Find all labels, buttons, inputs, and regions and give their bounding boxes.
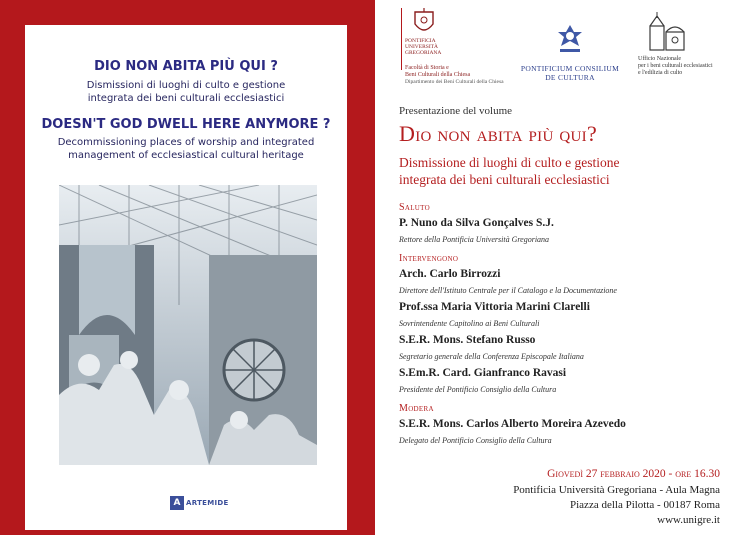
saluto-name: P. Nuno da Silva Gonçalves S.J.	[399, 217, 554, 229]
moderator-role: Delegato del Pontificio Consiglio della Cultura	[399, 436, 552, 445]
speaker-name: S.E.R. Mons. Stefano Russo	[399, 334, 536, 346]
invitation-panel	[375, 0, 750, 535]
speaker-name: Arch. Carlo Birrozzi	[399, 268, 501, 280]
ufficio-logo	[638, 12, 748, 77]
ufficio-line3: e l'edilizia di culto	[638, 70, 683, 76]
event-title: Dio non abita più qui?	[399, 121, 598, 146]
speaker-name: S.Em.R. Card. Gianfranco Ravasi	[399, 367, 567, 379]
ufficio-line1: Ufficio Nazionale	[638, 56, 682, 62]
gregoriana-faculty-line2: Beni Culturali della Chiesa	[405, 72, 471, 78]
event-venue: Pontificia Università Gregoriana - Aula Magna	[513, 484, 720, 496]
consilium-emblem-icon	[553, 22, 587, 56]
speaker-name: Prof.ssa Maria Vittoria Marini Clarelli	[399, 301, 590, 313]
ufficio-line2: per i beni culturali ecclesiastici	[638, 63, 713, 69]
section-modera: Modera	[399, 403, 434, 414]
publisher-mark: A	[170, 496, 184, 510]
consilium-line1: PONTIFICIUM CONSILIUM	[520, 64, 620, 73]
cover-photo	[59, 185, 317, 465]
ufficio-church-icon	[644, 12, 688, 52]
gregoriana-line2: UNIVERSITÀ	[405, 44, 438, 50]
gregoriana-faculty-line3: Dipartimento dei Beni Culturali della Chiesa	[405, 79, 504, 85]
church-interior-illustration	[59, 185, 317, 465]
event-subtitle-line2: integrata dei beni culturali ecclesiastici	[399, 172, 610, 187]
speaker-role: Sovrintendente Capitolino ai Beni Culturali	[399, 319, 540, 328]
speaker-role: Presidente del Pontificio Consiglio della Cultura	[399, 385, 557, 394]
cover-subtitle-en-line1: Decommissioning places of worship and integrated	[57, 137, 315, 148]
cover-subtitle-en-line2: management of ecclesiastical cultural heritage	[68, 150, 304, 161]
gregoriana-crest-icon	[413, 8, 435, 36]
cover-subtitle-it-line2: integrata dei beni culturali ecclesiastici	[87, 93, 285, 104]
speaker-role: Segretario generale della Conferenza Episcopale Italiana	[399, 352, 584, 361]
speaker-role: Direttore dell'Istituto Centrale per il Catalogo e la Documentazione	[399, 286, 617, 295]
event-website[interactable]: www.unigre.it	[657, 514, 720, 526]
cover-title-en: DOESN'T GOD DWELL HERE ANYMORE ?	[41, 117, 331, 132]
gregoriana-line3: GREGORIANA	[405, 50, 442, 56]
event-date: Giovedì 27 febbraio 2020 - ore 16.30	[547, 468, 720, 480]
gregoriana-line1: PONTIFICIA	[405, 38, 436, 44]
cover-subtitle-it-line1: Dismissioni di luoghi di culto e gestione	[86, 80, 286, 91]
consilium-line2: DE CULTURA	[545, 73, 595, 82]
presentation-label: Presentazione del volume	[399, 105, 513, 117]
consilium-logo	[515, 22, 625, 82]
publisher-logo	[170, 496, 229, 510]
event-subtitle-line1: Dismissione di luoghi di culto e gestione	[399, 155, 620, 170]
book-cover	[25, 25, 347, 530]
section-intervengono: Intervengono	[399, 253, 459, 264]
saluto-role: Rettore della Pontificia Università Gregoriana	[399, 235, 550, 244]
section-saluto: Saluto	[399, 202, 430, 213]
cover-title-it: DIO NON ABITA PIÙ QUI ?	[94, 59, 278, 74]
moderator-name: S.E.R. Mons. Carlos Alberto Moreira Azevedo	[399, 418, 626, 430]
gregoriana-faculty-line1: Facoltà di Storia e	[405, 65, 449, 71]
publisher-name: ARTEMIDE	[186, 499, 229, 507]
event-address: Piazza della Pilotta - 00187 Roma	[570, 499, 720, 511]
